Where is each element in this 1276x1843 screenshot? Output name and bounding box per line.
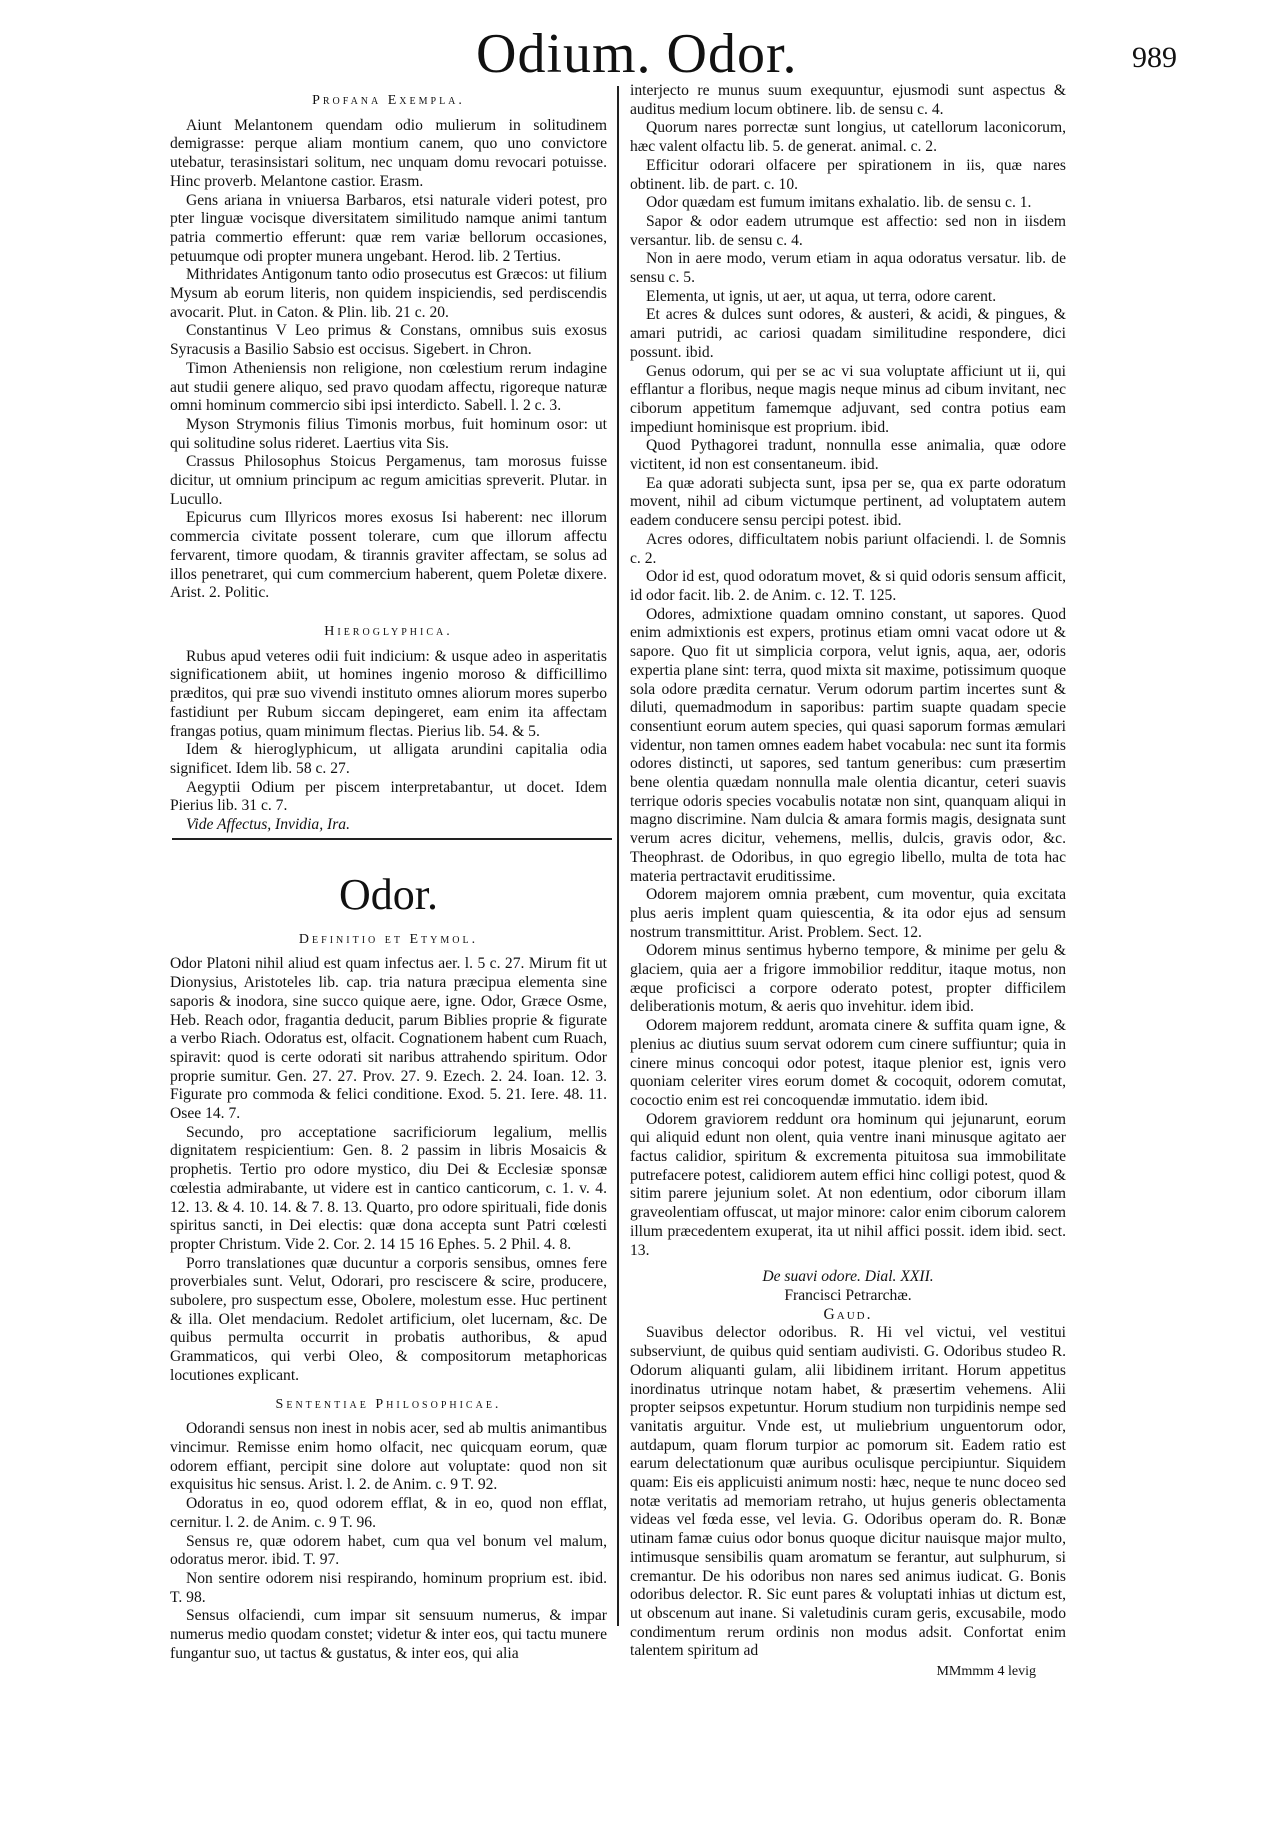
entry: Rubus apud veteres odii fuit indicium: & usque adeo in asperitatis significationem abiit, ut homines ingenio moroso & difficillimo præditos, qui præ suo vivendi instituto omnes aliorum mores superbo fastidiunt per Rubum siccam depingeret, eam enim ita affectam frangas potius, quam minimum flectas. Pierius lib. 54. & 5. bbox=[170, 647, 607, 740]
dialog-author: Francisci Petrarchæ. bbox=[784, 1287, 912, 1304]
entry: Acres odores, difficultatem nobis pariunt olfaciendi. l. de Somnis c. 2. bbox=[630, 530, 1066, 567]
signature-mark: MMmmm 4 levig bbox=[936, 1664, 1036, 1680]
entry: Genus odorum, qui per se ac vi sua voluptate afficiunt ut ii, qui efflantur a floribus, neque magis neque minus ad cibum invitant, nec ciborum appetitum famemque adjuvant, sed contra potius eam impediunt hominisque est proprium. ibid. bbox=[630, 362, 1066, 436]
entry: Myson Strymonis filius Timonis morbus, fuit hominum osor: ut qui solitudine solus rideret. Laertius vita Sis. bbox=[170, 415, 607, 452]
heading-profana-exempla: Profana Exempla. bbox=[312, 93, 465, 108]
entry: Sensus olfaciendi, cum impar sit sensuum numerus, & impar numerus medio quodam constet; videtur & inter eos, qui tactu munere fungantur suo, ut tactus & gustatus, & inter eos, qui alia bbox=[170, 1607, 607, 1662]
dialog-speaker: Gaud. bbox=[823, 1305, 873, 1323]
dialog-text: Suavibus delector odoribus. R. Hi vel victui, vel vestitui subserviunt, de quibus quid sentiam audivisti. G. Odoribus studeo R. Odorum aliquanti gulam, alii libidinem irritant. Horum appetitus inordinatus utrinque notam habet, & præsertim vehemens. Alii propter seipsos expetuntur. Horum studium non turpidinis nempe sed vanitatis arguitur. Vnde est, ut muliebrium unguentorum odor, autdapum, quam florum turpior ac pomorum sit. Eadem ratio est earum delectationum quæ auribus oculisque percipiuntur. Siquidem quam: Eis eis applicuisti animum nosti: hæc, neque te nunc doceo sed notæ veritatis ad memoriam retraho, ut hujus generis oblectamenta videas vel fœda esse, vel levia. G. Odoribus operam do. R. Bonæ utinam famæ cuius odor bonus quoque dicitur nauisque major multo, intimusque sensibilis quam aromatum se ferantur, aut sulphurum, si cremantur. De his odoribus non nares sed animus iudicat. G. Bonis odoribus delector. R. Sic eunt pares & voluptati inhias ut dictum est, ut obscenum aut inane. Si valetudinis curam geris, excusabile, modo condimentum rerum ordinis non modus adsit. Confortat enim talentem spiritum ad bbox=[630, 1324, 1066, 1660]
entry: Odor id est, quod odoratum movet, & si quid odoris sensum afficit, id odor facit. lib. 2. de Anim. c. 12. T. 125. bbox=[630, 568, 1066, 604]
entry: Non in aere modo, verum etiam in aqua odoratus versatur. lib. de sensu c. 5. bbox=[630, 250, 1066, 287]
entry: Mithridates Antigonum tanto odio prosecutus est Græcos: ut filium Mysum ab eorum literis, non quidem inspiciendis, sed perdiscendis avocarit. Plut. in Caton. & Plin. lib. 21 c. 20. bbox=[170, 266, 607, 321]
column-divider bbox=[617, 86, 619, 1626]
left-column bbox=[170, 90, 607, 1663]
entry: Odor Platoni nihil aliud est quam infectus aer. l. 5 c. 27. Mirum fit ut Dionysius, Aristoteles lib. cap. tria natura præcipua elementa sine saporis & inodora, sine succo quique aere, igne. Odor, Græce Osme, Heb. Reach odor, fragantia deducit, parum Biblies proprie & figurate a verbo Riach. Odoratus est, olfacit. Cognationem habent cum Ruach, spiravit: quod is certe odorati sit naribus attrahendo spiritum. Odor proprie sumitur. Gen. 27. 27. Prov. 27. 9. Ezech. 2. 24. Ioan. 12. 3. Figurate pro commoda & felici conditione. Exod. 5. 21. Iere. 48. 11. Osee 14. 7. bbox=[170, 955, 607, 1123]
entry: Odorem majorem reddunt, aromata cinere & suffita quam igne, & plenius ac diutius suum servat odorem cum cinere suffiuntur; quia in cinere minus concoqui odor potest, itaque plenior est, ignis vero quoniam celeriter vires eorum domet & cocoquit, odorem comutat, cococtio enim est rei concoquendæ immutatio. idem ibid. bbox=[630, 1017, 1066, 1109]
entry: Odorem minus sentimus hyberno tempore, & minime per gelu & glaciem, quia aer a frigore immobilior redditur, itaque motus, non æque proficisci a corpore oderato potest, propter difficilem deliberationis motum, & aeris quo invehitur. idem ibid. bbox=[630, 942, 1066, 1016]
dialog-title: De suavi odore. Dial. XXII. bbox=[762, 1268, 934, 1286]
entry: Porro translationes quæ ducuntur a corporis sensibus, omnes fere proverbiales sunt. Velut, Odorari, pro resciscere & scire, producere, subolere, pro suspectum esse, Obolere, molestum esse. Huc pertinent & illa. Olet mendacium. Redolet artificium, olet lucernam, &c. De quibus permulta occurrit in probatis authoribus, & apud Grammaticos, qui verbi Oleo, & compositorum metaphoricas locutiones explicant. bbox=[170, 1254, 607, 1384]
entry: Odoratus in eo, quod odorem efflat, & in eo, quod non efflat, cernitur. l. 2. de Anim. c. 9 T. 96. bbox=[170, 1495, 607, 1531]
entry: Secundo, pro acceptatione sacrificiorum legalium, mellis dignitatem respicientium: Gen. 8. 2 passim in libris Mosaicis & prophetis. Tertio pro odore mystico, diu Dei & Ecclesiæ sponsæ cœlestia admirabante, ut videre est in cantico canticorum, c. 1. v. 4. 12. 13. & 4. 10. 14. & 7. 8. 13. Quarto, pro odore spirituali, fide donis spiritus sancti, in Dei electis: quæ dona accepta sunt Patri cœlesti propter Christum. Vide 2. Cor. 2. 14 15 16 Ephes. 5. 2 Phil. 4. 8. bbox=[170, 1123, 607, 1253]
heading-hieroglyphica: Hieroglyphica. bbox=[324, 623, 453, 639]
heading-definitio: Definitio et Etymol. bbox=[298, 931, 479, 947]
entry: Odorem graviorem reddunt ora hominum qui jejunarunt, eorum qui aliquid edunt non olent, quia ventre inani minusque agitato aer factus calidior, spiritum & excrementa pituitosa sua immobilitate putrefacere potest, calidiorem autem effici hinc colligi potest, quod & sitim parere jejunium solet. At non edentium, odor ciborum illam graveolentiam offuscat, ut major minore: calor enim ciborum calorem illum præcedentem exuperat, ita ut nihil affici possit. idem ibid. sect. 13. bbox=[630, 1110, 1066, 1259]
entry: Odores, admixtione quadam omnino constant, ut sapores. Quod enim admixtionis est expers, protinus etiam omni vacat odore ut & sapore. Quo fit ut simplicia corpora, velut ignis, aqua, aer, odoris expertia plane sint: terra, quod mixta sit maxime, potissimum quoque sola odore prædita cernatur. Verum odorum partim incertes sunt & diluti, quemadmodum in saporibus: partim suapte quadam specie consentiunt eorum autem species, qui quasi saporum formas æmulari videntur, non tamen omnes eadem habet vocabula: nec sunt ita formis odores distincti, ut sapores, sed tantum generibus: cum præsertim bene olentia quædam nonnulla male olentia dicantur, ceteri suavis terrique odoris species vocabulis notatæ non sint, quanquam aliqui in magno discrimine. Nam dulcia & amara formis magis, designata sunt verum acres dicitur, vehemens, mellis, dulcis, gravis odor, &c. Theophrast. de Odoribus, in quo egregio libello, multa de tota hac materia pertractavit eruditissime. bbox=[630, 605, 1066, 885]
entry: Idem & hieroglyphicum, ut alligata arundini capitalia odia significet. Idem lib. 58 c. 27. bbox=[170, 741, 607, 777]
entry: Efficitur odorari olfacere per spirationem in iis, quæ nares obtinent. lib. de part. c. 10. bbox=[630, 156, 1066, 193]
entry: Constantinus V Leo primus & Constans, omnibus suis exosus Syracusis a Basilio Sabsio est occisus. Sigebert. in Chron. bbox=[170, 322, 607, 359]
entry: Epicurus cum Illyricos mores exosus Isi haberent: nec illorum commercia civitate possent tolerare, cum que illorum affectu fervarent, timore quodam, & tirannis graviter affectam, se solus ad illos penetraret, qui cum commercium haberent, quem Poletæ dixere. Arist. 2. Politic. bbox=[170, 509, 607, 602]
entry: interjecto re munus suum exequuntur, ejusmodi sunt aspectus & auditus medium locum obtinere. lib. de sensu c. 4. bbox=[630, 82, 1066, 118]
entry: Ea quæ adorati subjecta sunt, ipsa per se, qua ex parte odoratum movent, nihil ad cibum victumque pertinent, ad voluptatem autem eadem conducere sensu percipi potest. ibid. bbox=[630, 474, 1066, 530]
entry: Odorem majorem omnia præbent, cum moventur, quia excitata plus aeris implent quam quiescentia, & ita odor ejus ad sensum nostrum transmittitur. Arist. Problem. Sect. 12. bbox=[630, 886, 1066, 941]
page-number: 989 bbox=[1132, 41, 1177, 74]
entry: Timon Atheniensis non religione, non cœlestium rerum indagine aut studii genere aliquo, sed pravo quodam affectu, rigoreque naturæ omni hominum commercio sibi ipsi interdicto. Sabell. l. 2 c. 3. bbox=[170, 359, 607, 415]
entry: Gens ariana in vniuersa Barbaros, etsi naturale videri potest, pro pter linguæ vocisque diversitatem similitudo namque animi tantum patria commertio efferunt: quæ rem variæ bellorum occasiones, petuumque odi propter munera ungebant. Herod. lib. 2 Tertius. bbox=[170, 191, 607, 265]
entry: Aiunt Melantonem quendam odio mulierum in solitudinem demigrasse: perque aliam montium canem, quo uno convictore utebatur, terasinsistari solitum, nec unquam domu revocari potuisse. Hinc proverb. Melantone castior. Erasm. bbox=[170, 116, 607, 190]
entry: Sensus re, quæ odorem habet, cum qua vel bonum vel malum, odoratus meror. ibid. T. 97. bbox=[170, 1532, 607, 1569]
entry: Quod Pythagorei tradunt, nonnulla esse animalia, quæ odore victitent, id non est consentaneum. ibid. bbox=[630, 437, 1066, 474]
running-head: Odium. Odor. bbox=[476, 23, 798, 85]
entry: Odorandi sensus non inest in nobis acer, sed ab multis animantibus vincimur. Remisse enim homo olfacit, nec quicquam eorum, quæ odorem effiant, percipit sine dolore aut voluptate: quod non sit exquisitus hic sensus. Arist. l. 2. de Anim. c. 9 T. 92. bbox=[170, 1420, 607, 1494]
cross-reference: Vide Affectus, Invidia, Ira. bbox=[186, 816, 350, 834]
heading-sententiae: Sententiae Philosophicae. bbox=[275, 1396, 502, 1412]
entry: Aegyptii Odium per piscem interpretabantur, ut docet. Idem Pierius lib. 31 c. 7. bbox=[170, 778, 607, 815]
entry: Crassus Philosophus Stoicus Pergamenus, tam morosus fuisse dicitur, ut omnium principum ac regum amicitias spreverit. Plutar. in Lucullo. bbox=[170, 453, 607, 508]
entry: Sapor & odor eadem utrumque est affectio: sed non in iisdem versantur. lib. de sensu c. 4. bbox=[630, 212, 1066, 249]
entry: Odor quædam est fumum imitans exhalatio. lib. de sensu c. 1. bbox=[646, 194, 1032, 212]
section-title-odor: Odor. bbox=[339, 869, 438, 919]
right-column bbox=[630, 82, 1066, 1682]
entry: Et acres & dulces sunt odores, & austeri, & acidi, & pingues, & amari putridi, ac cariosi quadam similitudine respondere, dici possunt. ibid. bbox=[630, 306, 1066, 361]
entry: Elementa, ut ignis, ut aer, ut aqua, ut terra, odore carent. bbox=[646, 287, 997, 305]
entry: Non sentire odorem nisi respirando, hominum proprium est. ibid. T. 98. bbox=[170, 1569, 607, 1606]
entry: Quorum nares porrectæ sunt longius, ut catellorum laconicorum, hæc valent olfactu lib. 5. de generat. animal. c. 2. bbox=[630, 119, 1066, 156]
